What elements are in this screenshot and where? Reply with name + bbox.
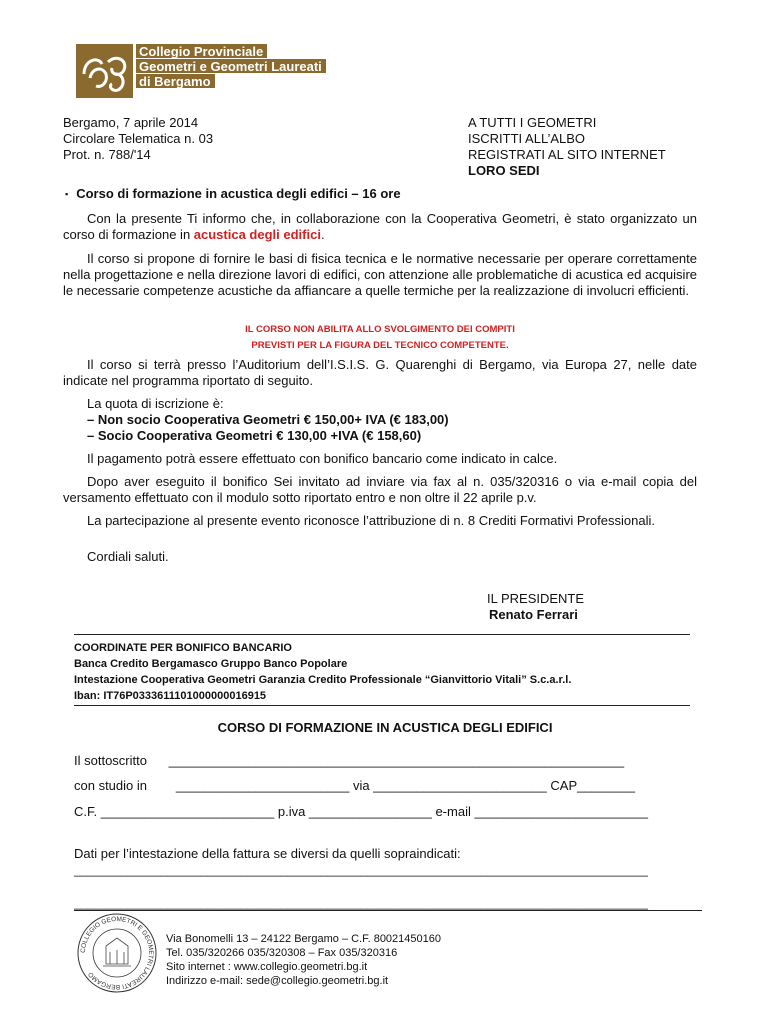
bank-title: COORDINATE PER BONIFICO BANCARIO bbox=[74, 642, 292, 654]
form-row-name[interactable]: Il sottoscritto _______________________________________________________________ bbox=[74, 753, 625, 768]
subject-text: Corso di formazione in acustica degli edifici – 16 ore bbox=[76, 186, 401, 201]
paragraph-instructions: Dopo aver eseguito il bonifico Sei invitato ad inviare via fax al n. 035/320316 o via e-mail copia del versamento effettuato con il modulo sotto riportato entro e non oltre il 22 aprile p.v. bbox=[63, 474, 697, 505]
bank-name: Banca Credito Bergamasco Gruppo Banco Popolare bbox=[74, 658, 348, 670]
signature-block bbox=[487, 591, 584, 623]
paragraph-credits: La partecipazione al presente evento riconosce l’attribuzione di n. 8 Crediti Formativi Professionali. bbox=[87, 513, 655, 528]
paragraph-location: Il corso si terrà presso l’Auditorium dell’I.S.I.S. G. Quarenghi di Bergamo, via Europa 27, nelle date indicate nel programma riportato di seguito. bbox=[63, 357, 697, 388]
fee-intro: La quota di iscrizione è: bbox=[87, 396, 224, 411]
bank-holder: Intestazione Cooperativa Geometri Garanzia Credito Professionale “Gianvittorio Vitali” S.c.a.r.l. bbox=[74, 674, 572, 686]
recipient-line-1: A TUTTI I GEOMETRI bbox=[468, 115, 597, 130]
warning-line-1: IL CORSO NON ABILITA ALLO SVOLGIMENTO DEI COMPITI bbox=[245, 324, 515, 335]
paragraph-description: Il corso si propone di fornire le basi di fisica tecnica e le normative necessarie per operare correttamente nella progettazione e nella direzione lavori di edifici, con attenzione alle problematiche di acustica ed acquisire le necessarie competenze acustiche da affiancare a quelle termiche per la realizzazione di involucri efficienti. bbox=[63, 251, 697, 298]
recipient-line-4: LORO SEDI bbox=[468, 163, 540, 178]
warning-line-2: PREVISTI PER LA FIGURA DEL TECNICO COMPETENTE. bbox=[251, 340, 509, 351]
fee-non-member: – Non socio Cooperativa Geometri € 150,00+ IVA (€ 183,00) bbox=[87, 412, 449, 427]
letter-date: Bergamo, 7 aprile 2014 bbox=[63, 115, 199, 130]
footer-address: Via Bonomelli 13 – 24122 Bergamo – C.F. 80021450160 bbox=[166, 933, 441, 945]
footer-phone: Tel. 035/320266 035/320308 – Fax 035/320316 bbox=[166, 947, 398, 959]
form-row-tax[interactable]: C.F. ________________________ p.iva _________________ e-mail ________________________ bbox=[74, 804, 648, 819]
form-row-invoice-line-1[interactable]: ______________________________________________________________________________________ bbox=[74, 863, 648, 877]
warning-notice bbox=[63, 322, 697, 354]
form-row-invoice-line-2[interactable]: ______________________________________________________________________________________ bbox=[74, 896, 648, 910]
bank-iban: Iban: IT76P0333611101000000016915 bbox=[74, 690, 267, 702]
intro-text: Con la presente Ti informo che, in collaborazione con la Cooperativa Geometri, è stato organizzato un corso di formazione in bbox=[63, 211, 697, 242]
paragraph-payment: Il pagamento potrà essere effettuato con bonifico bancario come indicato in calce. bbox=[87, 451, 558, 466]
recipient-line-2: ISCRITTI ALL’ALBO bbox=[468, 131, 586, 146]
footer-email[interactable]: Indirizzo e-mail: sede@collegio.geometri.bg.it bbox=[166, 975, 389, 987]
org-line-3: di Bergamo bbox=[136, 74, 215, 88]
footer-website[interactable]: Sito internet : www.collegio.geometri.bg.it bbox=[166, 961, 368, 973]
org-line-2: Geometri e Geometri Laureati bbox=[136, 59, 326, 73]
form-row-invoice-label: Dati per l’intestazione della fattura se diversi da quelli sopraindicati: bbox=[74, 846, 461, 861]
divider-top bbox=[74, 634, 690, 635]
subject-line bbox=[65, 186, 401, 201]
closing-greeting: Cordiali saluti. bbox=[87, 549, 169, 564]
divider-bottom bbox=[74, 705, 690, 706]
seal-graphic bbox=[76, 912, 158, 994]
protocol-number: Prot. n. 788/'14 bbox=[63, 147, 151, 162]
logo-mark bbox=[76, 44, 133, 98]
footer-contact bbox=[166, 932, 441, 988]
form-row-studio[interactable]: con studio in ________________________ via ________________________ CAP________ bbox=[74, 778, 635, 793]
bank-details bbox=[74, 640, 571, 704]
college-logo-icon bbox=[76, 44, 133, 98]
course-topic-highlight: acustica degli edifici bbox=[193, 227, 321, 242]
organization-name bbox=[136, 44, 346, 89]
seal-text: COLLEGIO GEOMETRI E GEOMETRI LAUREATI BERGAMO bbox=[79, 915, 155, 991]
header-left bbox=[63, 115, 213, 163]
college-seal-icon bbox=[76, 912, 158, 994]
signature-name: Renato Ferrari bbox=[489, 607, 578, 622]
form-title: CORSO DI FORMAZIONE IN ACUSTICA DEGLI EDIFICI bbox=[217, 720, 553, 735]
org-line-1: Collegio Provinciale bbox=[136, 44, 267, 58]
fee-member: – Socio Cooperativa Geometri € 130,00 +IVA (€ 158,60) bbox=[87, 428, 422, 443]
recipients bbox=[468, 115, 666, 179]
circular-number: Circolare Telematica n. 03 bbox=[63, 131, 214, 146]
bullet-icon: ▪ bbox=[65, 189, 69, 199]
intro-end: . bbox=[320, 227, 325, 242]
signature-role: IL PRESIDENTE bbox=[487, 591, 585, 606]
footer-rule bbox=[74, 910, 702, 911]
paragraph-intro bbox=[63, 211, 697, 243]
recipient-line-3: REGISTRATI AL SITO INTERNET bbox=[468, 147, 666, 162]
